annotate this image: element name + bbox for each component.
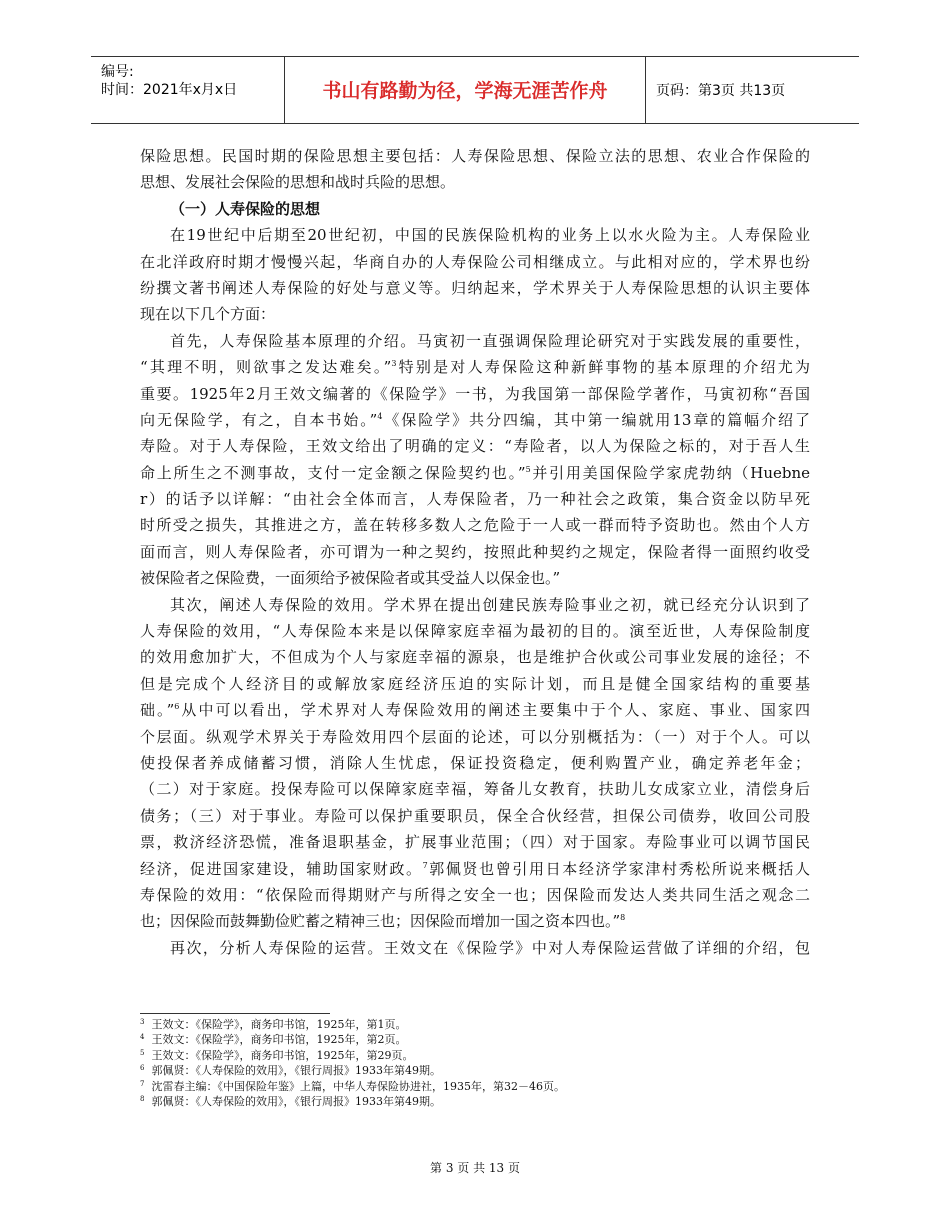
line-text: 个层面。纵观学术界关于寿险效用四个层面的论述，可以分别概括为：（一）对于个人。可以 xyxy=(140,727,810,746)
line-text: 也；因保险而鼓舞勤俭贮蓄之精神三也；因保险而增加一国之资本四也。” xyxy=(140,912,621,931)
body-line xyxy=(140,275,810,301)
line-text: 的效用愈加扩大，不但成为个人与家庭幸福的源泉，也是维护合伙或公司事业发展的途径；不 xyxy=(140,648,810,667)
footnote-number: 5 xyxy=(140,1048,145,1057)
line-text: 再次，分析人寿保险的运营。王效文在《保险学》中对人寿保险运营做了详细的介绍，包 xyxy=(170,938,810,957)
section-heading xyxy=(140,196,810,222)
line-text: 思想、发展社会保险的思想和战时兵险的思想。 xyxy=(140,173,456,192)
body-line xyxy=(140,829,810,855)
footnote-ref[interactable]: 8 xyxy=(620,913,626,923)
line-text: 面而言，则人寿保险者，亦可谓为一种之契约，按照此种契约之规定，保险者得一面照约收受 xyxy=(140,542,810,561)
header-motto-cell xyxy=(285,57,646,123)
line-text: 在北洋政府时期才慢慢兴起，华商自办的人寿保险公司相继成立。与此相对应的，学术界也纷 xyxy=(140,252,810,271)
footnote xyxy=(140,1032,810,1047)
line-text: 在19世纪中后期至20世纪初，中国的民族保险机构的业务上以水火险为主。人寿保险业 xyxy=(170,226,810,245)
footnote-text: 沈雷春主编：《中国保险年鉴》上篇，中华人寿保险协进社，1935年，第32－46页。 xyxy=(151,1079,565,1093)
body-line xyxy=(140,592,810,618)
body-line xyxy=(140,512,810,538)
body-line xyxy=(140,169,810,195)
body-line xyxy=(140,486,810,512)
line-text: 特别是对人寿保险这种新鲜事物的基本原理的介绍尤为 xyxy=(396,358,810,377)
header-page-number: 页码：第3页 共13页 xyxy=(656,83,786,99)
line-text: 现在以下几个方面： xyxy=(140,305,276,324)
line-text: 寿险。对于人寿保险，王效文给出了明确的定义：“寿险者，以人为保险之标的，对于吾人生 xyxy=(140,437,810,456)
body-line xyxy=(140,724,810,750)
body-line xyxy=(140,433,810,459)
line-text: r）的话予以详解：“由社会全体而言，人寿保险者，乃一种社会之政策，集合资金以防早死 xyxy=(140,490,810,509)
body-line xyxy=(140,750,810,776)
line-text: 但是完成个人经济目的或解放家庭经济压迫的实际计划，而且是健全国家结构的重要基 xyxy=(140,674,810,693)
line-text: 票，救济经济恐慌，准备退职基金，扩展事业范围；（四）对于国家。寿险事业可以调节国民 xyxy=(140,833,810,852)
footnote-ref[interactable]: 7 xyxy=(422,860,428,870)
page-header xyxy=(91,56,859,124)
line-text: 《保险学》共分四编，其中第一编就用13章的篇幅介绍了 xyxy=(382,410,810,429)
header-meta-cell xyxy=(91,57,285,123)
body-line xyxy=(140,935,810,961)
line-text: 郭佩贤也曾引用日本经济学家津村秀松所说来概括人 xyxy=(427,859,810,878)
line-text: 人寿保险的效用，“人寿保险本来是以保障家庭幸福为最初的目的。演至近世，人寿保险制度 xyxy=(140,622,810,641)
line-text: 其次，阐述人寿保险的效用。学术界在提出创建民族寿险事业之初，就已经充分认识到了 xyxy=(170,595,810,614)
footnote-text: 王效文：《保险学》，商务印书馆，1925年，第29页。 xyxy=(151,1048,414,1062)
line-text: 被保险者之保险费，一面须给予被保险者或其受益人以保金也。” xyxy=(140,569,561,588)
document-date-label: 时间：2021年x月x日 xyxy=(101,82,238,98)
line-text: 命上所生之不测事故，支付一定金额之保险契约也。” xyxy=(140,463,526,482)
footnote-text: 王效文：《保险学》，商务印书馆，1925年，第2页。 xyxy=(151,1033,407,1047)
footnote-number: 8 xyxy=(140,1094,145,1103)
body-line xyxy=(140,328,810,354)
body-line xyxy=(140,249,810,275)
page-footer: 第 3 页 共 13 页 xyxy=(430,1161,520,1175)
body-line xyxy=(140,697,810,723)
line-text: （二）对于家庭。投保寿险可以保障家庭幸福，筹备儿女教育，扶助儿女成家立业，清偿身后 xyxy=(140,780,810,799)
footnote-number: 6 xyxy=(140,1064,145,1073)
line-text: 从中可以看出，学术界对人寿保险效用的阐述主要集中于个人、家庭、事业、国家四 xyxy=(179,701,810,720)
footnote-text: 郭佩贤：《人寿保险的效用》，《银行周报》1933年第49期。 xyxy=(151,1064,441,1078)
line-text: （一）人寿保险的思想 xyxy=(170,199,321,218)
line-text: 时所受之损失，其推进之方，盖在转移多数人之危险于一人或一群而特予资助也。然由个人方 xyxy=(140,516,810,535)
body-line xyxy=(140,618,810,644)
footnote xyxy=(140,1017,810,1032)
line-text: 向无保险学，有之，自本书始。” xyxy=(140,410,378,429)
body-line xyxy=(140,407,810,433)
header-motto: 书山有路勤为径，学海无涯苦作舟 xyxy=(322,80,608,102)
body-line xyxy=(140,856,810,882)
line-text: 纷撰文著书阐述人寿保险的好处与意义等。归纳起来，学术界关于人寿保险思想的认识主要体 xyxy=(140,278,810,297)
body-line xyxy=(140,460,810,486)
footnote-ref[interactable]: 3 xyxy=(391,359,397,369)
line-text: 础。” xyxy=(140,701,175,720)
line-text: 保险思想。民国时期的保险思想主要包括：人寿保险思想、保险立法的思想、农业合作保险的 xyxy=(140,147,810,165)
footnote-ref[interactable]: 6 xyxy=(174,702,180,712)
body-line xyxy=(140,882,810,908)
body-line xyxy=(140,644,810,670)
body-line xyxy=(140,803,810,829)
line-text: 重要。1925年2月王效文编著的《保险学》一书，为我国第一部保险学著作，马寅初称“吾国 xyxy=(140,384,810,403)
footnote-number: 4 xyxy=(140,1033,145,1042)
body-line xyxy=(140,381,810,407)
footnote xyxy=(140,1079,810,1094)
footnote xyxy=(140,1048,810,1063)
body-line xyxy=(140,776,810,802)
body-line xyxy=(140,222,810,248)
body-line xyxy=(140,143,810,169)
line-text: 使投保者养成储蓄习惯，消除人生忧虑，保证投资稳定，便利购置产业，确定养老年金； xyxy=(140,753,810,772)
footnote-text: 郭佩贤：《人寿保险的效用》，《银行周报》1933年第49期。 xyxy=(151,1094,441,1108)
header-page-cell xyxy=(646,57,859,123)
body-line xyxy=(140,354,810,380)
line-text: 债务；（三）对于事业。寿险可以保护重要职员，保全合伙经营，担保公司债券，收回公司股 xyxy=(140,806,810,825)
footnote xyxy=(140,1063,810,1078)
document-number-label: 编号: xyxy=(101,64,134,80)
line-text: 并引用美国保险学家虎勃纳（Huebne xyxy=(530,463,810,482)
line-text: 经济，促进国家建设，辅助国家财政。 xyxy=(140,859,423,878)
footnote-text: 王效文：《保险学》，商务印书馆，1925年，第1页。 xyxy=(151,1018,407,1031)
document-body xyxy=(140,143,810,961)
body-line xyxy=(140,908,810,934)
footnote-number: 3 xyxy=(140,1018,145,1026)
footnote xyxy=(140,1094,810,1109)
footnote-ref[interactable]: 5 xyxy=(525,464,531,474)
body-line xyxy=(140,301,810,327)
footnote-number: 7 xyxy=(140,1079,145,1088)
footnote-divider xyxy=(140,1013,330,1014)
footnote-ref[interactable]: 4 xyxy=(377,411,383,421)
body-line xyxy=(140,565,810,591)
body-line xyxy=(140,671,810,697)
line-text: “其理不明，则欲事之发达难矣。” xyxy=(140,358,392,377)
line-text: 首先，人寿保险基本原理的介绍。马寅初一直强调保险理论研究对于实践发展的重要性， xyxy=(170,331,810,350)
body-line xyxy=(140,539,810,565)
line-text: 寿保险的效用：“依保险而得期财产与所得之安全一也；因保险而发达人类共同生活之观念二 xyxy=(140,885,810,904)
footnotes xyxy=(140,1017,810,1109)
